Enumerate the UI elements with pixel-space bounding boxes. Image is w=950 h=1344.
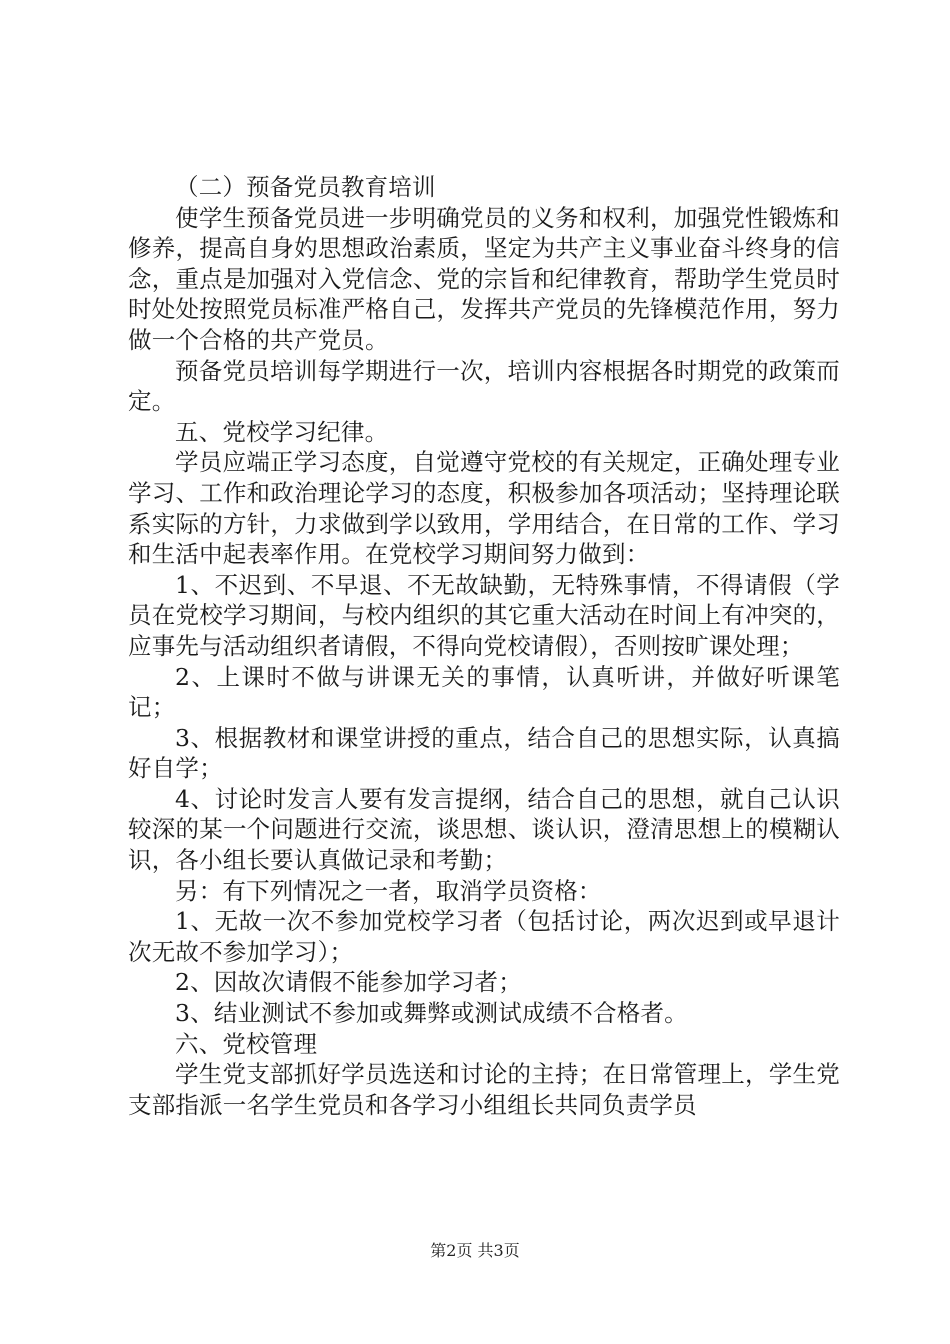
page-footer xyxy=(0,1241,950,1261)
heading-school-management: 六、党校管理 xyxy=(175,1029,318,1058)
para-training-purpose: 使学生预备党员进一步明确党员的义务和权利，加强党性锻炼和修养，提高自身妁思想政治素质，坚定为共产主义事业奋斗终身的信念，重点是加强对入党信念、党的宗旨和纪律教育，帮助学生党员时时处处按照党员标准严格自己，发挥共产党员的先锋模范作用，努力做一个合格的共产党员。 xyxy=(128,203,840,354)
para-management: 学生党支部抓好学员选送和讨论的主持；在日常管理上，学生党支部指派一名学生党员和各学习小组组长共同负责学员 xyxy=(128,1060,840,1119)
heading-probationary-training: （二）预备党员教育培训 xyxy=(175,173,436,201)
para-rule-4: 4、讨论时发言人要有发言提纲，结合自己的思想，就自己认识较深的某一个问题进行交流，谈思想、谈认识，澄清思想上的模糊认识，各小组长要认真做记录和考勤； xyxy=(128,784,840,875)
para-rule-1: 1、不迟到、不早退、不无故缺勤，无特殊事情，不得请假（学员在党校学习期间，与校内组织的其它重大活动在时间上有冲突的，应事先与活动组织者请假，不得向党校请假），否则按旷课处理； xyxy=(128,570,840,660)
heading-school-discipline: 五、党校学习纪律。 xyxy=(175,417,389,446)
para-disqualify-2: 2、因故次请假不能参加学习者； xyxy=(175,968,522,997)
para-discipline-intro: 学员应端正学习态度，自觉遵守党校的有关规定，正确处理专业学习、工作和政治理论学习的态度，积极参加各项活动；坚持理论联系实际的方针，力求做到学以致用，学用结合，在日常的工作、学习和生活中起表率作用。在党校学习期间努力做到： xyxy=(128,448,840,569)
para-disqualification-intro: 另：有下列情况之一者，取消学员资格： xyxy=(175,876,602,905)
page-number-label: 第2页 共3页 xyxy=(430,1241,520,1260)
para-training-frequency: 预备党员培训每学期进行一次，培训内容根据各时期党的政策而定。 xyxy=(128,356,840,416)
para-rule-2: 2、上课时不做与讲课无关的事情，认真听讲，并做好听课笔记； xyxy=(128,662,840,722)
para-rule-3: 3、根据教材和课堂讲授的重点，结合自己的思想实际，认真搞好自学； xyxy=(128,723,840,783)
para-disqualify-3: 3、结业测试不参加或舞弊或测试成绩不合格者。 xyxy=(175,999,688,1028)
para-disqualify-1: 1、无故一次不参加党校学习者（包括讨论，两次迟到或早退计次无故不参加学习）； xyxy=(128,907,840,966)
document-body xyxy=(128,172,840,1120)
